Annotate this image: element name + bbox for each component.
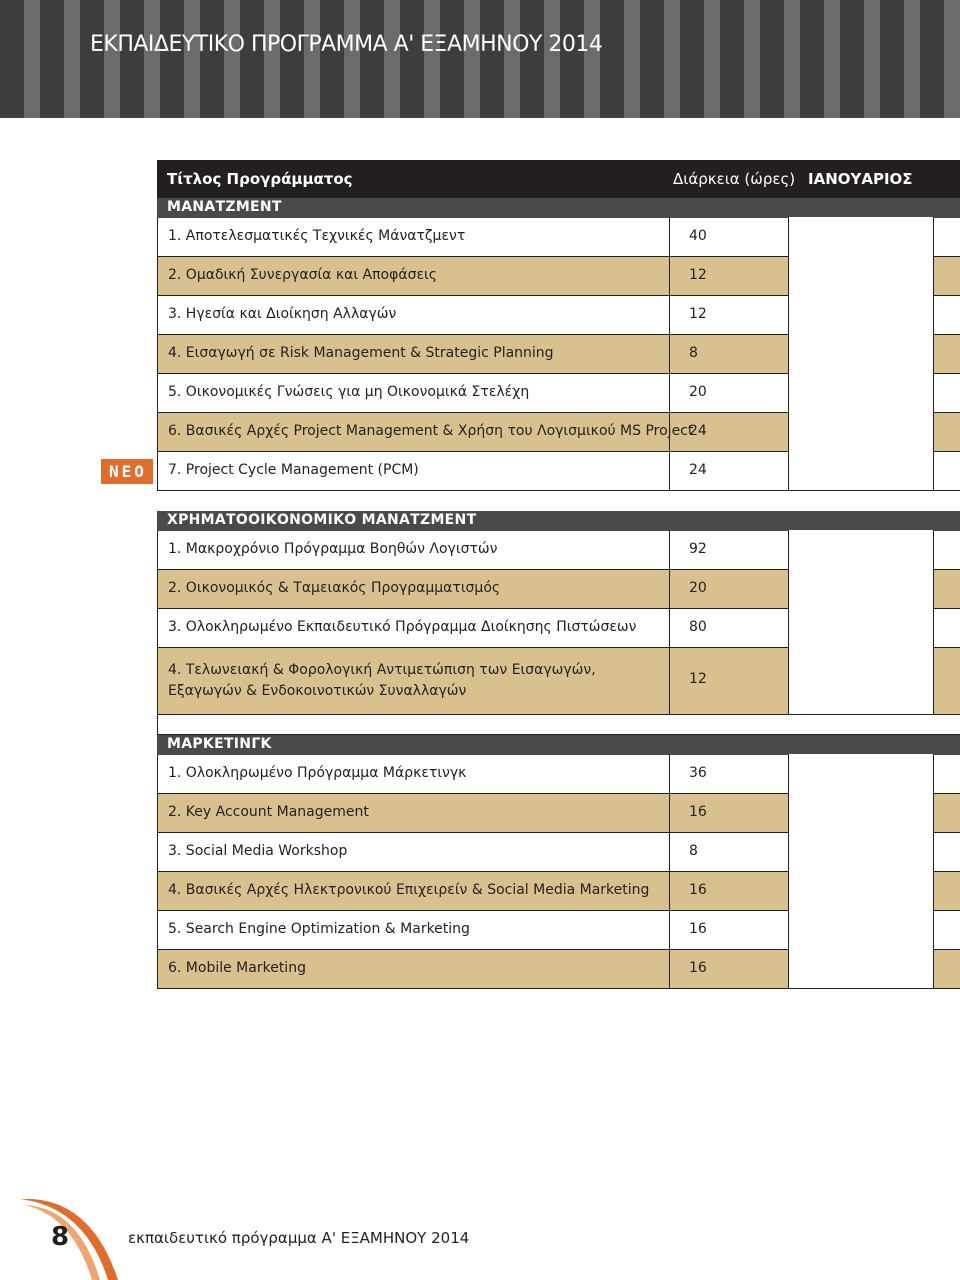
table-row	[157, 413, 960, 452]
january-cell	[788, 256, 934, 295]
program-hours: 16	[689, 804, 707, 820]
table-row	[157, 648, 960, 715]
column-header-title: Τίτλος Προγράμματος	[167, 170, 353, 188]
section-spacer	[157, 491, 960, 511]
program-hours: 16	[689, 921, 707, 937]
table-header-row	[157, 160, 960, 198]
program-hours: 24	[689, 462, 707, 478]
program-hours: 40	[689, 228, 707, 244]
table-row	[157, 911, 960, 950]
footer-text: εκπαιδευτικό πρόγραμμα Α' ΕΞΑΜΗΝΟΥ 2014	[128, 1229, 470, 1247]
new-badge	[101, 459, 153, 484]
january-cell	[788, 647, 934, 714]
section-title: ΜΑΡΚΕΤΙΝΓΚ	[167, 736, 272, 752]
page-header-band	[0, 0, 960, 118]
program-title: 2. Key Account Management	[168, 804, 369, 820]
january-cell	[788, 451, 934, 490]
table-row	[157, 452, 960, 491]
section-header-marketing	[157, 735, 960, 755]
program-title: 3. Ηγεσία και Διοίκηση Αλλαγών	[168, 306, 397, 322]
footer-orange-arc	[0, 1195, 140, 1280]
program-hours: 36	[689, 765, 707, 781]
table-row	[157, 374, 960, 413]
january-cell	[788, 608, 934, 647]
table-row	[157, 531, 960, 570]
program-hours: 24	[689, 423, 707, 439]
table-row	[157, 609, 960, 648]
program-title: 1. Ολοκληρωμένο Πρόγραμμα Μάρκετινγκ	[168, 765, 467, 781]
january-cell	[788, 295, 934, 334]
program-title: 6. Mobile Marketing	[168, 960, 306, 976]
program-title: 3. Social Media Workshop	[168, 843, 348, 859]
table-row	[157, 257, 960, 296]
table-row	[157, 872, 960, 911]
column-header-duration: Διάρκεια (ώρες)	[673, 170, 796, 188]
january-cell	[788, 949, 934, 988]
program-title: 1. Αποτελεσματικές Τεχνικές Μάνατζμεντ	[168, 228, 466, 244]
program-hours: 80	[689, 619, 707, 635]
program-title: 5. Οικονομικές Γνώσεις για μη Οικονομικά Στελέχη	[168, 384, 530, 400]
program-hours: 12	[689, 671, 707, 687]
section-title: ΧΡΗΜΑΤΟΟΙΚΟΝΟΜΙΚΟ ΜΑΝΑΤΖΜΕΝΤ	[167, 512, 477, 528]
program-title: 2. Οικονομικός & Ταμειακός Προγραμματισμός	[168, 580, 501, 596]
section-header-financial-management	[157, 511, 960, 531]
january-cell	[788, 412, 934, 451]
program-hours: 12	[689, 306, 707, 322]
section-header-management	[157, 198, 960, 218]
program-title: 7. Project Cycle Management (PCM)	[168, 462, 419, 478]
january-cell	[788, 334, 934, 373]
table-row	[157, 335, 960, 374]
program-hours: 20	[689, 580, 707, 596]
schedule-table	[157, 160, 960, 989]
page-number: 8	[51, 1222, 70, 1252]
table-row	[157, 833, 960, 872]
new-badge-label: ΝΕΟ	[109, 462, 147, 481]
program-title: 3. Ολοκληρωμένο Εκπαιδευτικό Πρόγραμμα Διοίκησης Πιστώσεων	[168, 619, 637, 635]
program-title: 2. Ομαδική Συνεργασία και Αποφάσεις	[168, 267, 437, 283]
january-cell	[788, 832, 934, 871]
program-title: 4. Εισαγωγή σε Risk Management & Strategic Planning	[168, 345, 554, 361]
january-cell	[788, 754, 934, 793]
section-title: ΜΑΝΑΤΖΜΕΝΤ	[167, 199, 282, 215]
january-cell	[788, 217, 934, 256]
page-title: ΕΚΠΑΙΔΕΥΤΙΚΟ ΠΡΟΓΡΑΜΜΑ Α' ΕΞΑΜΗΝΟΥ 2014	[90, 32, 603, 57]
program-title: 5. Search Engine Optimization & Marketing	[168, 921, 470, 937]
january-cell	[788, 373, 934, 412]
program-hours: 16	[689, 960, 707, 976]
program-hours: 8	[689, 843, 698, 859]
program-hours: 16	[689, 882, 707, 898]
program-hours: 92	[689, 541, 707, 557]
table-row	[157, 570, 960, 609]
january-cell	[788, 871, 934, 910]
column-header-january: ΙΑΝΟΥΑΡΙΟΣ	[808, 170, 913, 188]
table-row	[157, 755, 960, 794]
january-cell	[788, 569, 934, 608]
table-row	[157, 794, 960, 833]
table-row	[157, 218, 960, 257]
program-title: 1. Μακροχρόνιο Πρόγραμμα Βοηθών Λογιστών	[168, 541, 498, 557]
table-row	[157, 296, 960, 335]
january-cell	[788, 530, 934, 569]
program-hours: 8	[689, 345, 698, 361]
program-hours: 20	[689, 384, 707, 400]
program-title: 6. Βασικές Αρχές Project Management & Χρήση του Λογισμικού MS Project	[168, 423, 694, 439]
program-hours: 12	[689, 267, 707, 283]
section-spacer	[157, 715, 960, 735]
program-title: 4. Βασικές Αρχές Ηλεκτρονικού Επιχειρείν & Social Media Marketing	[168, 882, 650, 898]
january-cell	[788, 910, 934, 949]
program-title: 4. Τελωνειακή & Φορολογική Αντιμετώπιση των Εισαγωγών, Εξαγωγών & Ενδοκοινοτικών Συναλλαγών	[168, 662, 596, 699]
table-row	[157, 950, 960, 989]
january-cell	[788, 793, 934, 832]
